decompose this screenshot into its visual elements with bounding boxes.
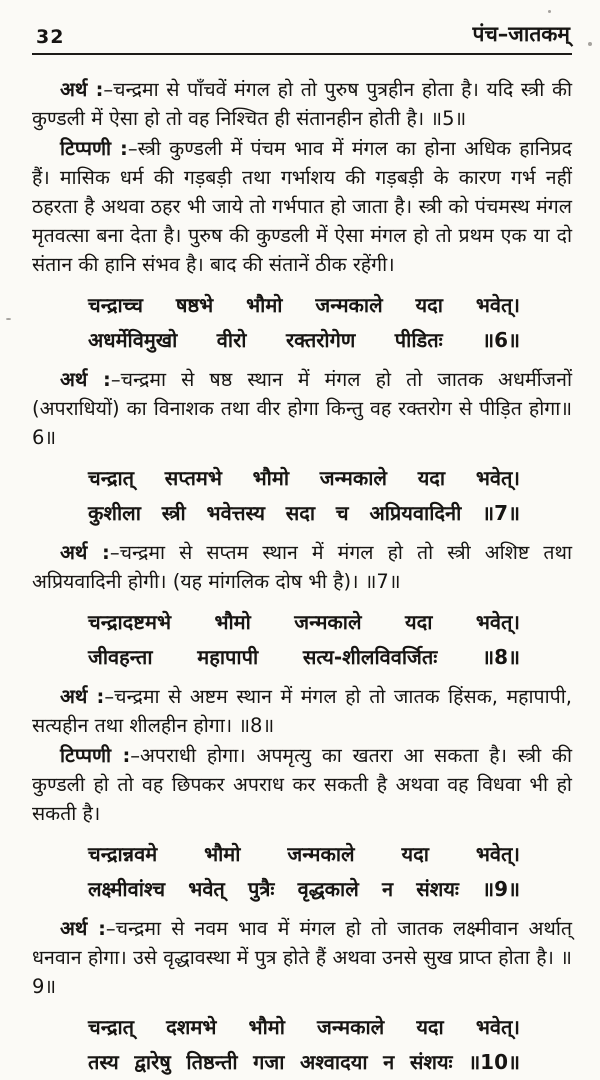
paragraph-text: –चन्द्रमा से नवम भाव में मंगल हो तो जातक लक्ष्मीवान अर्थात् धनवान होगा। उसे वृद्धावस्था में पुत्र होते हैं अथवा उनसे सुख प्राप्त होता है। ॥9॥: [32, 917, 572, 998]
paragraph: [32, 741, 572, 828]
paragraph-text: –स्त्री कुण्डली में पंचम भाव में मंगल का होना अधिक हानिप्रद हैं। मासिक धर्म की गड़बड़ी तथा गर्भाशय की गड़बड़ी के कारण गर्भ नहीं ठहरता है अथवा ठहर भी जाये तो गर्भपात हो जाता है। स्त्री को पंचमस्थ मंगल मृतवत्सा बना देता है। पुरुष की कुण्डली में ऐसा मंगल हो तो प्रथम एक या दो संतान की हानि संभव है। बाद की संतानें ठीक रहेंगी।: [32, 137, 572, 276]
paragraph-lead: अर्थ :: [60, 541, 110, 564]
verse-line: तस्य द्वारेषु तिष्ठन्ती गजा अश्वादया न संशयः ॥10॥: [88, 1050, 520, 1074]
verse-line: चन्द्रात् दशमभे भौमो जन्मकाले यदा भवेत्।: [88, 1015, 520, 1039]
verse: [88, 461, 520, 531]
page-number: 32: [36, 26, 65, 48]
scan-speck: [6, 318, 11, 320]
paragraph-text: –चन्द्रमा से पाँचवें मंगल हो तो पुरुष पुत्रहीन होता है। यदि स्त्री की कुण्डली में ऐसा हो तो वह निश्चित ही संतानहीन होती है। ॥5॥: [32, 78, 572, 130]
book-title: पंच–जातकम्: [472, 22, 570, 46]
paragraph-lead: अर्थ :: [60, 917, 106, 940]
paragraph-lead: अर्थ :: [60, 368, 111, 391]
verse: [88, 837, 520, 907]
verse-line: चन्द्रात् सप्तमभे भौमो जन्मकाले यदा भवेत्।: [88, 466, 520, 490]
verse-line: लक्ष्मीवांश्च भवेत् पुत्रैः वृद्धकाले न संशयः ॥9॥: [88, 877, 520, 901]
paragraph-lead: अर्थ :: [60, 685, 105, 708]
paragraph-lead: अर्थ :: [60, 78, 104, 101]
paragraph: [32, 75, 572, 133]
verse: [88, 605, 520, 675]
scan-speck: [548, 10, 551, 13]
paragraph-lead: टिप्पणी :: [60, 744, 131, 767]
paragraph-text: –चन्द्रमा से अष्टम स्थान में मंगल हो तो जातक हिंसक, महापापी, सत्यहीन तथा शीलहीन होगा। ॥8॥: [32, 685, 572, 737]
paragraph: [32, 538, 572, 596]
paragraph: [32, 682, 572, 740]
verse-line: अधर्मेविमुखो वीरो रक्तरोगेण पीडितः ॥6॥: [88, 328, 520, 352]
verse-line: चन्द्रादष्टमभे भौमो जन्मकाले यदा भवेत्।: [88, 610, 520, 634]
header-rule: [32, 53, 572, 55]
paragraph-text: –अपराधी होगा। अपमृत्यु का खतरा आ सकता है। स्त्री की कुण्डली हो तो वह छिपकर अपराध कर सकती है अथवा वह विधवा भी हो सकती है।: [32, 744, 573, 825]
page-content: [32, 75, 572, 1080]
paragraph: [32, 365, 572, 452]
verse-line: चन्द्राच्च षष्ठभे भौमो जन्मकाले यदा भवेत्।: [88, 293, 520, 317]
verse-line: जीवहन्ता महापापी सत्य-शीलविवर्जितः ॥8॥: [88, 645, 520, 669]
verse-line: चन्द्रान्नवमे भौमो जन्मकाले यदा भवेत्।: [88, 842, 520, 866]
paragraph: [32, 914, 572, 1001]
paragraph-text: –चन्द्रमा से सप्तम स्थान में मंगल हो तो स्त्री अशिष्ट तथा अप्रियवादिनी होगी। (यह मांगलिक दोष भी है)। ॥7॥: [32, 541, 572, 593]
page-header: [32, 20, 572, 50]
paragraph: [32, 134, 572, 279]
verse-line: कुशीला स्त्री भवेत्तस्य सदा च अप्रियवादिनी ॥7॥: [88, 501, 520, 525]
paragraph-lead: टिप्पणी :: [60, 137, 128, 160]
verse: [88, 288, 520, 358]
verse: [88, 1010, 520, 1080]
scan-speck: [588, 42, 592, 46]
paragraph-text: –चन्द्रमा से षष्ठ स्थान में मंगल हो तो जातक अधर्मीजनों (अपराधियों) का विनाशक तथा वीर होगा किन्तु वह रक्तरोग से पीड़ित होगा॥6॥: [32, 368, 572, 449]
